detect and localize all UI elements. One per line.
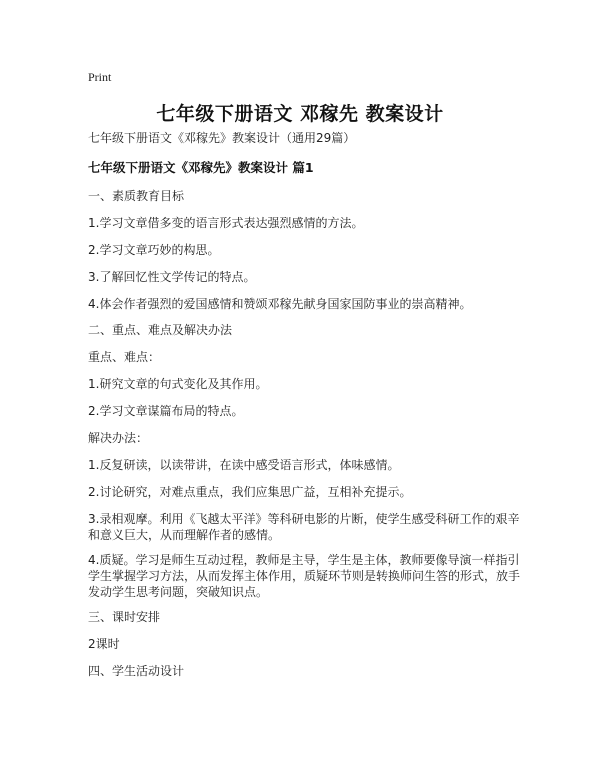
method-item: 3.录相观摩。利用《飞越太平洋》等科研电影的片断，使学生感受科研工作的艰辛和意义巨大，从而理解作者的感情。 — [88, 512, 520, 542]
document-subtitle: 七年级下册语文《邓稼先》教案设计（通用29篇） — [88, 131, 356, 145]
heading-key-points: 二、重点、难点及解决办法 — [88, 323, 233, 337]
key-point-item: 2.学习文章谋篇布局的特点。 — [88, 404, 244, 418]
goal-item: 1.学习文章借多变的语言形式表达强烈感情的方法。 — [88, 216, 364, 230]
goal-item: 4.体会作者强烈的爱国感情和赞颂邓稼先献身国家国防事业的崇高精神。 — [88, 297, 472, 311]
method-item: 1.反复研读，以读带讲，在读中感受语言形式，体味感情。 — [88, 458, 400, 472]
heading-objectives: 一、素质教育目标 — [88, 189, 185, 203]
goal-item: 2.学习文章巧妙的构思。 — [88, 243, 220, 257]
method-item: 2.讨论研究，对难点重点，我们应集思广益，互相补充提示。 — [88, 485, 412, 499]
page-title: 七年级下册语文 邓稼先 教案设计 — [156, 103, 444, 125]
methods-label: 解决办法： — [88, 431, 149, 445]
goal-item: 3.了解回忆性文学传记的特点。 — [88, 270, 256, 284]
print-label: Print — [88, 70, 112, 84]
heading-schedule: 三、课时安排 — [88, 610, 161, 624]
key-points-label: 重点、难点： — [88, 350, 161, 364]
heading-activities: 四、学生活动设计 — [88, 664, 185, 678]
class-hours: 2课时 — [88, 637, 120, 651]
method-item: 4.质疑。学习是师生互动过程，教师是主导，学生是主体，教师要像导演一样指引学生掌握学习方法，从而发挥主体作用，质疑环节则是转换师问生答的形式，放手发动学生思考问题，突破知识点。 — [88, 553, 521, 599]
section-title: 七年级下册语文《邓稼先》教案设计 篇1 — [88, 160, 314, 175]
key-point-item: 1.研究文章的句式变化及其作用。 — [88, 377, 268, 391]
